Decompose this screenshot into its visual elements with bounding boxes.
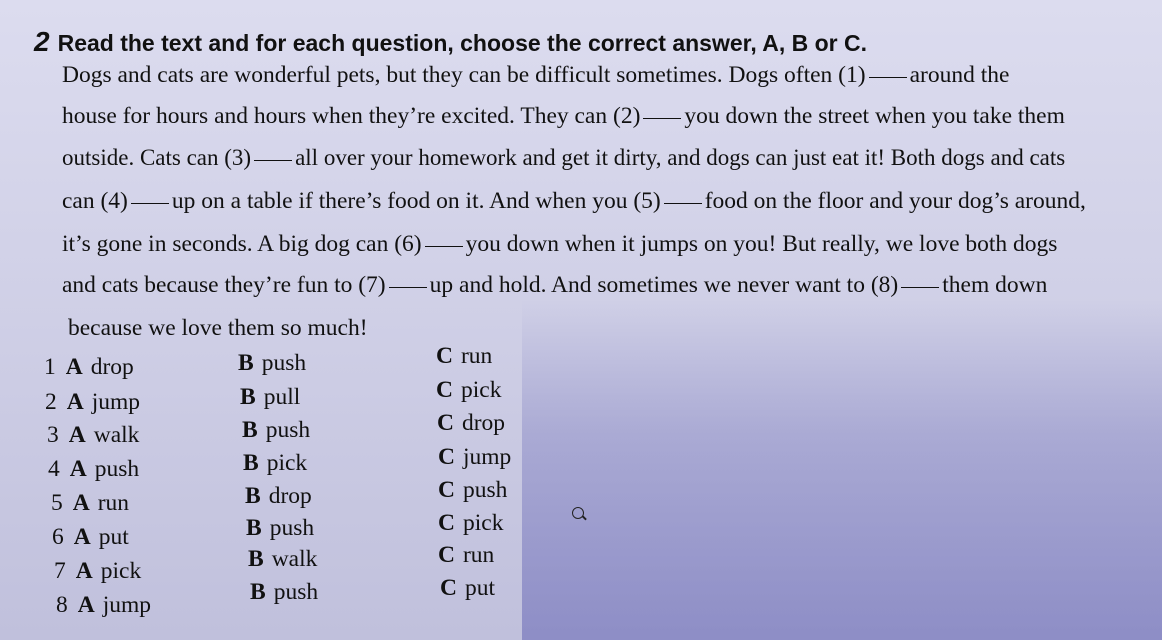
option-letter: B (245, 483, 261, 509)
option-letter: C (437, 410, 454, 436)
passage-text: because we love them so much! (68, 315, 368, 341)
option-a (52, 524, 129, 551)
option-a (47, 422, 139, 449)
passage-text: house for hours and hours when they’re excited. They can (2) (62, 103, 641, 129)
option-letter: A (77, 592, 95, 618)
passage-text: them down (942, 272, 1048, 298)
option-letter: B (250, 579, 266, 605)
option-letter: A (69, 456, 87, 482)
option-letter: C (438, 444, 455, 470)
zoom-icon[interactable] (572, 507, 584, 519)
option-b (245, 483, 312, 510)
option-b (242, 417, 310, 444)
passage-text: up and hold. And sometimes we never want to (8) (429, 272, 899, 298)
question-number: 3 (47, 422, 59, 448)
answer-blank (425, 246, 463, 247)
option-c (436, 343, 492, 370)
option-c (436, 377, 501, 404)
option-word: push (261, 350, 307, 376)
option-letter: C (438, 542, 455, 568)
option-letter: A (75, 558, 93, 584)
question-number: 8 (56, 592, 68, 618)
question-number: 7 (54, 558, 66, 584)
passage-line (62, 145, 1065, 171)
option-word: put (464, 575, 496, 601)
option-b (246, 515, 314, 542)
answer-blank (131, 203, 169, 204)
option-word: jump (462, 444, 512, 470)
exercise-heading (34, 26, 867, 58)
option-word: jump (102, 592, 152, 618)
question-number: 2 (45, 389, 57, 415)
option-word: jump (91, 389, 141, 415)
passage-text: food on the floor and your dog’s around, (704, 188, 1086, 214)
option-b (250, 579, 318, 606)
passage-text: outside. Cats can (3) (62, 145, 252, 170)
option-a (54, 558, 141, 585)
option-word: push (462, 477, 508, 503)
option-letter: A (73, 524, 91, 550)
passage-line (68, 315, 368, 342)
option-letter: B (243, 450, 259, 476)
passage-text: you down when it jumps on you! But really, we love both dogs (465, 231, 1058, 257)
passage-text: can (4) (62, 188, 128, 214)
option-word: walk (271, 546, 318, 572)
option-letter: B (242, 417, 258, 443)
passage-text: up on a table if there’s food on it. And when you (5) (171, 188, 661, 214)
option-word: push (94, 456, 140, 482)
shadow-overlay (522, 300, 1162, 640)
option-b (248, 546, 317, 573)
passage-text: around the (909, 62, 1010, 88)
passage-text: you down the street when you take them (684, 103, 1065, 129)
option-c (438, 542, 494, 569)
option-b (240, 384, 300, 411)
option-word: walk (93, 422, 140, 448)
option-a (48, 456, 139, 483)
option-a (56, 592, 151, 619)
passage-line (62, 231, 1057, 258)
option-letter: C (440, 575, 457, 601)
answer-blank (901, 287, 939, 288)
question-number: 6 (52, 524, 64, 550)
passage-line (62, 103, 1065, 130)
option-c (438, 444, 511, 471)
passage-text: and cats because they’re fun to (7) (62, 272, 386, 298)
answer-blank (643, 118, 681, 119)
question-number: 5 (51, 490, 63, 516)
option-word: drop (90, 354, 134, 380)
option-b (238, 350, 306, 377)
option-word: run (462, 542, 495, 568)
option-c (438, 510, 503, 537)
option-c (438, 477, 507, 504)
option-word: pick (100, 558, 142, 584)
option-word: run (460, 343, 493, 369)
option-word: drop (268, 483, 312, 509)
answer-blank (254, 160, 292, 161)
option-word: run (97, 490, 130, 516)
option-a (51, 490, 129, 517)
passage-text: Dogs and cats are wonderful pets, but they can be difficult sometimes. Dogs often (1) (62, 62, 866, 88)
option-letter: C (438, 477, 455, 503)
option-word: pick (462, 510, 504, 536)
option-a (45, 389, 140, 416)
option-word: push (273, 579, 319, 605)
answer-blank (664, 203, 702, 204)
option-letter: A (68, 422, 86, 448)
option-letter: C (438, 510, 455, 536)
option-c (437, 410, 505, 437)
option-letter: A (65, 354, 83, 380)
option-word: pick (266, 450, 308, 476)
passage-text: all over your homework and get it dirty, and dogs can just eat it! Both dogs and cats (295, 145, 1066, 170)
option-c (440, 575, 495, 602)
exercise-number: 2 (34, 26, 50, 57)
option-a (44, 354, 134, 381)
option-letter: A (72, 490, 90, 516)
option-letter: A (66, 389, 84, 415)
answer-blank (869, 77, 907, 78)
answer-blank (389, 287, 427, 288)
option-letter: C (436, 377, 453, 403)
passage-line (62, 62, 1009, 89)
option-letter: B (238, 350, 254, 376)
option-letter: B (240, 384, 256, 410)
option-word: pick (460, 377, 502, 403)
option-word: push (265, 417, 311, 443)
option-word: drop (461, 410, 506, 436)
option-word: push (269, 515, 315, 541)
option-letter: B (246, 515, 262, 541)
option-word: put (98, 524, 129, 550)
passage-line (62, 272, 1047, 299)
option-letter: B (248, 546, 264, 572)
option-word: pull (263, 384, 301, 410)
question-number: 1 (44, 354, 56, 380)
passage-text: it’s gone in seconds. A big dog can (6) (62, 231, 422, 257)
exercise-instruction: Read the text and for each question, choose the correct answer, A, B or C. (57, 30, 868, 56)
question-number: 4 (48, 456, 60, 482)
option-letter: C (436, 343, 453, 369)
option-b (243, 450, 307, 477)
passage-line (62, 188, 1086, 215)
